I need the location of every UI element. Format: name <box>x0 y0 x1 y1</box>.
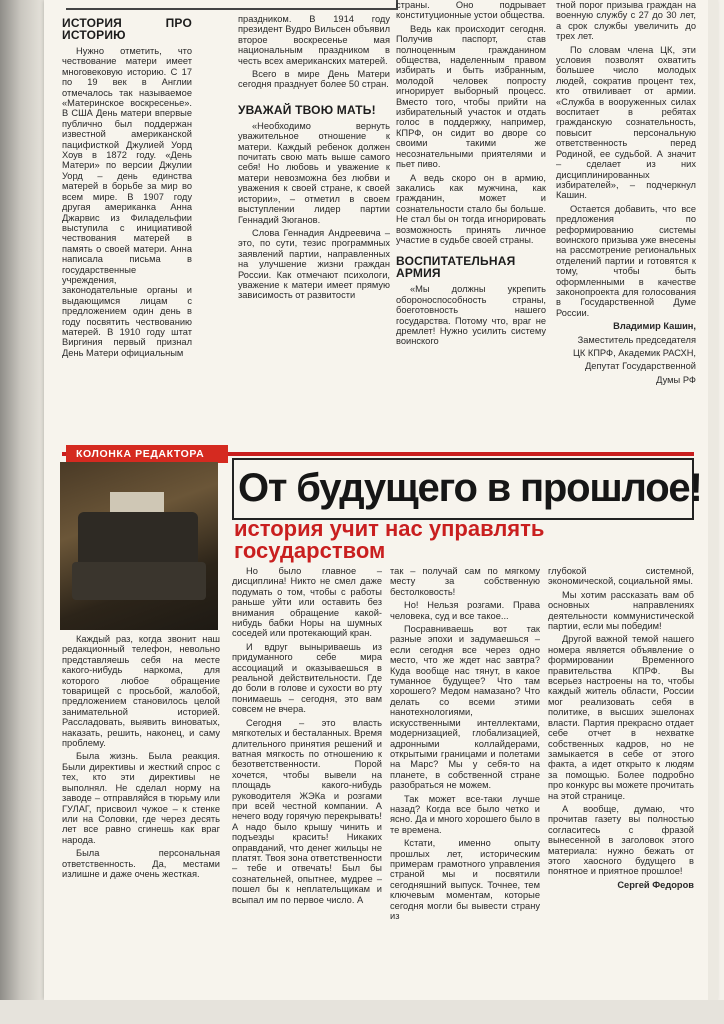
kicker: история учит нас управлять государством <box>234 516 545 563</box>
paragraph: тной порог призыва граждан на военную службу с 27 до 30 лет, а срок службы увеличить до трех лет. <box>556 0 696 42</box>
typewriter-photo <box>60 462 218 630</box>
section-heading-military: ВОСПИТАТЕЛЬНАЯ АРМИЯ <box>396 254 516 281</box>
binding-shadow <box>0 0 46 1024</box>
paragraph: Остается добавить, что все предложения по реформированию системы воинского призыва уже внесены на рассмотрение региональных отделений партии и готовятся к тому, чтобы быть оформленными в качестве законопроекта для голосования в Государственной Думе России. <box>556 203 696 318</box>
paragraph: Но было главное – дисциплина! Никто не смел даже подумать о том, чтобы с работы раньше уйти или оставить без внимания обращение какой-нибудь бабки Норы на шумных соседей или протекающий кран. <box>232 566 382 639</box>
paragraph: «Необходимо вернуть уважительное отношение к матери. Каждый ребенок должен почитать свою мать выше самого себя! Но любовь и уважение к матери невозможна без любви и уважения к своей стране, к своей истории», – отметил в своем выступлении лидер партии Геннадий Зюганов. <box>238 120 390 225</box>
right-edge <box>708 0 718 1000</box>
paragraph: Нужно отметить, что чествование матери имеет многовековую историю. С 17 по 19 век в Англии отмечалось так называемое «Материнское воскресенье». В США День матери впервые публично был поддержан известной американской пацифисткой Джулией Уорд Хоув в 1872 году. «День Матери» по версии Джулии Уорд – день единства матерей в борьбе за мир во всем мире. В 1907 году другая американка Анна Джарвис из Филадельфии выступила с инициативой чествования матерей в память о своей матери. Анна написала письма в государственные учреждения, законодательные органы и выдающимся лицам с предложением один день в году посвятить чествованию матерей. В 1910 году штат Виргиния первый признал День Матери официальным <box>62 46 192 358</box>
editor-column-tag: КОЛОНКА РЕДАКТОРА <box>66 445 228 463</box>
paragraph: Кстати, именно опыту прошлых лет, историческим примерам грамотного управления страной мы и посвятили сегодняшний выпуск. Точнее, тем ключевым моментам, которые сегодня могли бы вывести страну из <box>390 838 540 921</box>
paragraph: так – получай сам по мягкому месту за собственную бестолковость! <box>390 566 540 597</box>
paragraph: Другой важной темой нашего номера является объявление о формировании Временного правительства КПРФ. Вы всерьез настроены на то, чтобы каждый житель области, России мог реализовать себя в политике, в высших эшелонах власти. Партия прекрасно отдает себе отчет в нехватке собственных кадров, но не замыкается в себе от этого факта, а идет открыто к людям за помощью. Более подробно про конкурс вы можете прочитать на этой странице. <box>548 634 694 801</box>
paragraph: И вдруг выныриваешь из придуманного себе мира ассоциаций и оказываешься в реальной действительности. Где до боли в голове и сухости во рту понимаешь – сегодня, это вам совсем не вчера. <box>232 641 382 715</box>
headline: От будущего в прошлое! <box>232 458 694 520</box>
editor-column-4 <box>548 566 694 946</box>
paragraph: Мы хотим рассказать вам об основных направлениях деятельности коммунистической партии, если мы победим! <box>548 589 694 632</box>
paragraph: Так может все-таки лучше назад? Когда все было четко и ясно. Да и много хорошего было в те времена. <box>390 793 540 835</box>
article-column-1 <box>62 14 192 444</box>
paragraph: Была персональная ответственность. Да, местами излишне и даже очень жесткая. <box>62 848 220 879</box>
article-column-4 <box>556 0 696 448</box>
paragraph: Была жизнь. Была реакция. Были директивы и жесткий спрос с тех, кто эти директивы не выполнял. Не сделал норму на заводе – отправляйся в тюрьму или ГУЛАГ, присвоил чужое – к стенке или на Соловки, где через десять лет все равно сгинешь как враг народа. <box>62 751 220 845</box>
paragraph: Слова Геннадия Андреевича – это, по сути, тезис программных заявлений партии, направленных на улучшение жизни граждан России. Как отмечают психологи, уважение к матери имеет прямую зависимость от развитости <box>238 227 390 301</box>
paragraph: А вообще, думаю, что прочитав газету вы полностью согласитесь с фразой вынесенной в заголовок этого материала: нужно бежать от этого хаосного будущего в понятное и приятное прошлое! <box>548 803 694 877</box>
editor-column-2 <box>232 566 382 946</box>
paragraph: Посравниваешь вот так разные эпохи и задумаешься – если сегодня все через одно место, что же ждет нас завтра? Куда вообще нас тянут, в какое туманное будущее? Что там хорошего? Медом намазано? Что делать со всеми этими нанотехнологиями, искусственными интеллектами, модернизацией, глобализацией, адронными коллайдерами, открытыми границами и полетами на Марс? Мы у себя-то на планете, в собственной стране разобраться не можем. <box>390 624 540 791</box>
paragraph: глубокой системной, экономической, социальной ямы. <box>548 566 694 587</box>
paragraph: По словам члена ЦК, эти условия позволят охватить большее число молодых людей, сократив процент тех, кто отвиливает от армии. «Служба в вооруженных силах воспитает в ребятах гражданскую сознательность, повысит персональную ответственность перед Родиной, ее судьбой. А значит – сделает из них дисциплинированных избирателей», – подчеркнул Кашин. <box>556 44 696 201</box>
paragraph: страны. Оно подрывает конституционные устои общества. <box>396 0 546 21</box>
paragraph: Сегодня – это власть мягкотелых и бесталанных. Время длительного принятия решений и ватная мягкость по отношению к безответственности. Порой хочется, чтобы вывели на площадь какого-нибудь руководителя ЖЭКа и розгами при всей честной компании. А нечего воду горячую перекрывать! А надо было крышу чинить и подъезды красить! Никаких оправданий, что денег жильцы не платят. Твоя зона ответственности – тебе и отвечать! Был бы сознательней, опытнее, мудрее – пошел бы к неплательщикам и всыпал им по первое число. А <box>232 717 382 905</box>
paragraph: праздником. В 1914 году президент Вудро Вильсен объявил второе воскресенье мая национальным праздником в честь всех американских матерей. <box>238 14 390 66</box>
article-column-2 <box>238 14 390 444</box>
author-title: Думы РФ <box>656 374 696 385</box>
author-title: ЦК КПРФ, Академик РАСХН, <box>572 348 696 358</box>
photo-typewriter-keys <box>72 562 206 600</box>
bottom-edge <box>0 1000 724 1024</box>
top-frame <box>66 0 398 10</box>
editor-author: Сергей Федоров <box>617 879 694 890</box>
author-title: Депутат Государственной <box>585 361 696 372</box>
section-heading-respect: УВАЖАЙ ТВОЮ МАТЬ! <box>238 102 376 117</box>
paragraph: Нo! Нельзя розгами. Права человека, суд и все такое... <box>390 600 540 621</box>
paragraph: Каждый раз, когда звонит наш редакционный телефон, невольно представляешь себя на месте какого-нибудь наркома, для которого любое обращение товарищей с просьбой, жалобой, предложением становилось целой занимательной историей. Рассладовать, выявить виноватых, наказать, решить, наконец, и саму проблему. <box>62 634 220 749</box>
article-column-3 <box>396 0 546 444</box>
paragraph: Всего в мире День Матери сегодня празднует более 50 стран. <box>238 69 390 90</box>
author-name: Владимир Кашин, <box>613 321 696 332</box>
editor-column-1 <box>62 634 220 934</box>
section-heading-history: ИСТОРИЯ ПРО ИСТОРИЮ <box>62 16 192 42</box>
paragraph: Ведь как происходит сегодня. Получив паспорт, став полноценным гражданином общества, наделенным правом избирать и быть избранным, молодой человек попросту игнорирует выборный процесс. Вместо того, чтобы прийти на избирательный участок и отдать голос в поддержку, например, КПРФ, он сидит во дворе со своими такими же несознательными приятелями и пьет пиво. <box>396 23 546 170</box>
paragraph: А ведь скоро он в армию, закались как мужчина, как гражданин, может и сознательности стало бы больше. Не стал бы он тогда игнорировать возможность принять личное участие в судьбе своей страны. <box>396 172 546 245</box>
editor-column-3 <box>390 566 540 946</box>
paragraph: «Мы должны укрепить обороноспособность страны, боеготовность нашего государства. Потому что, враг не дремлет! Нужно усилить систему воинского <box>396 284 546 347</box>
author-title: Заместитель председателя <box>577 334 696 345</box>
